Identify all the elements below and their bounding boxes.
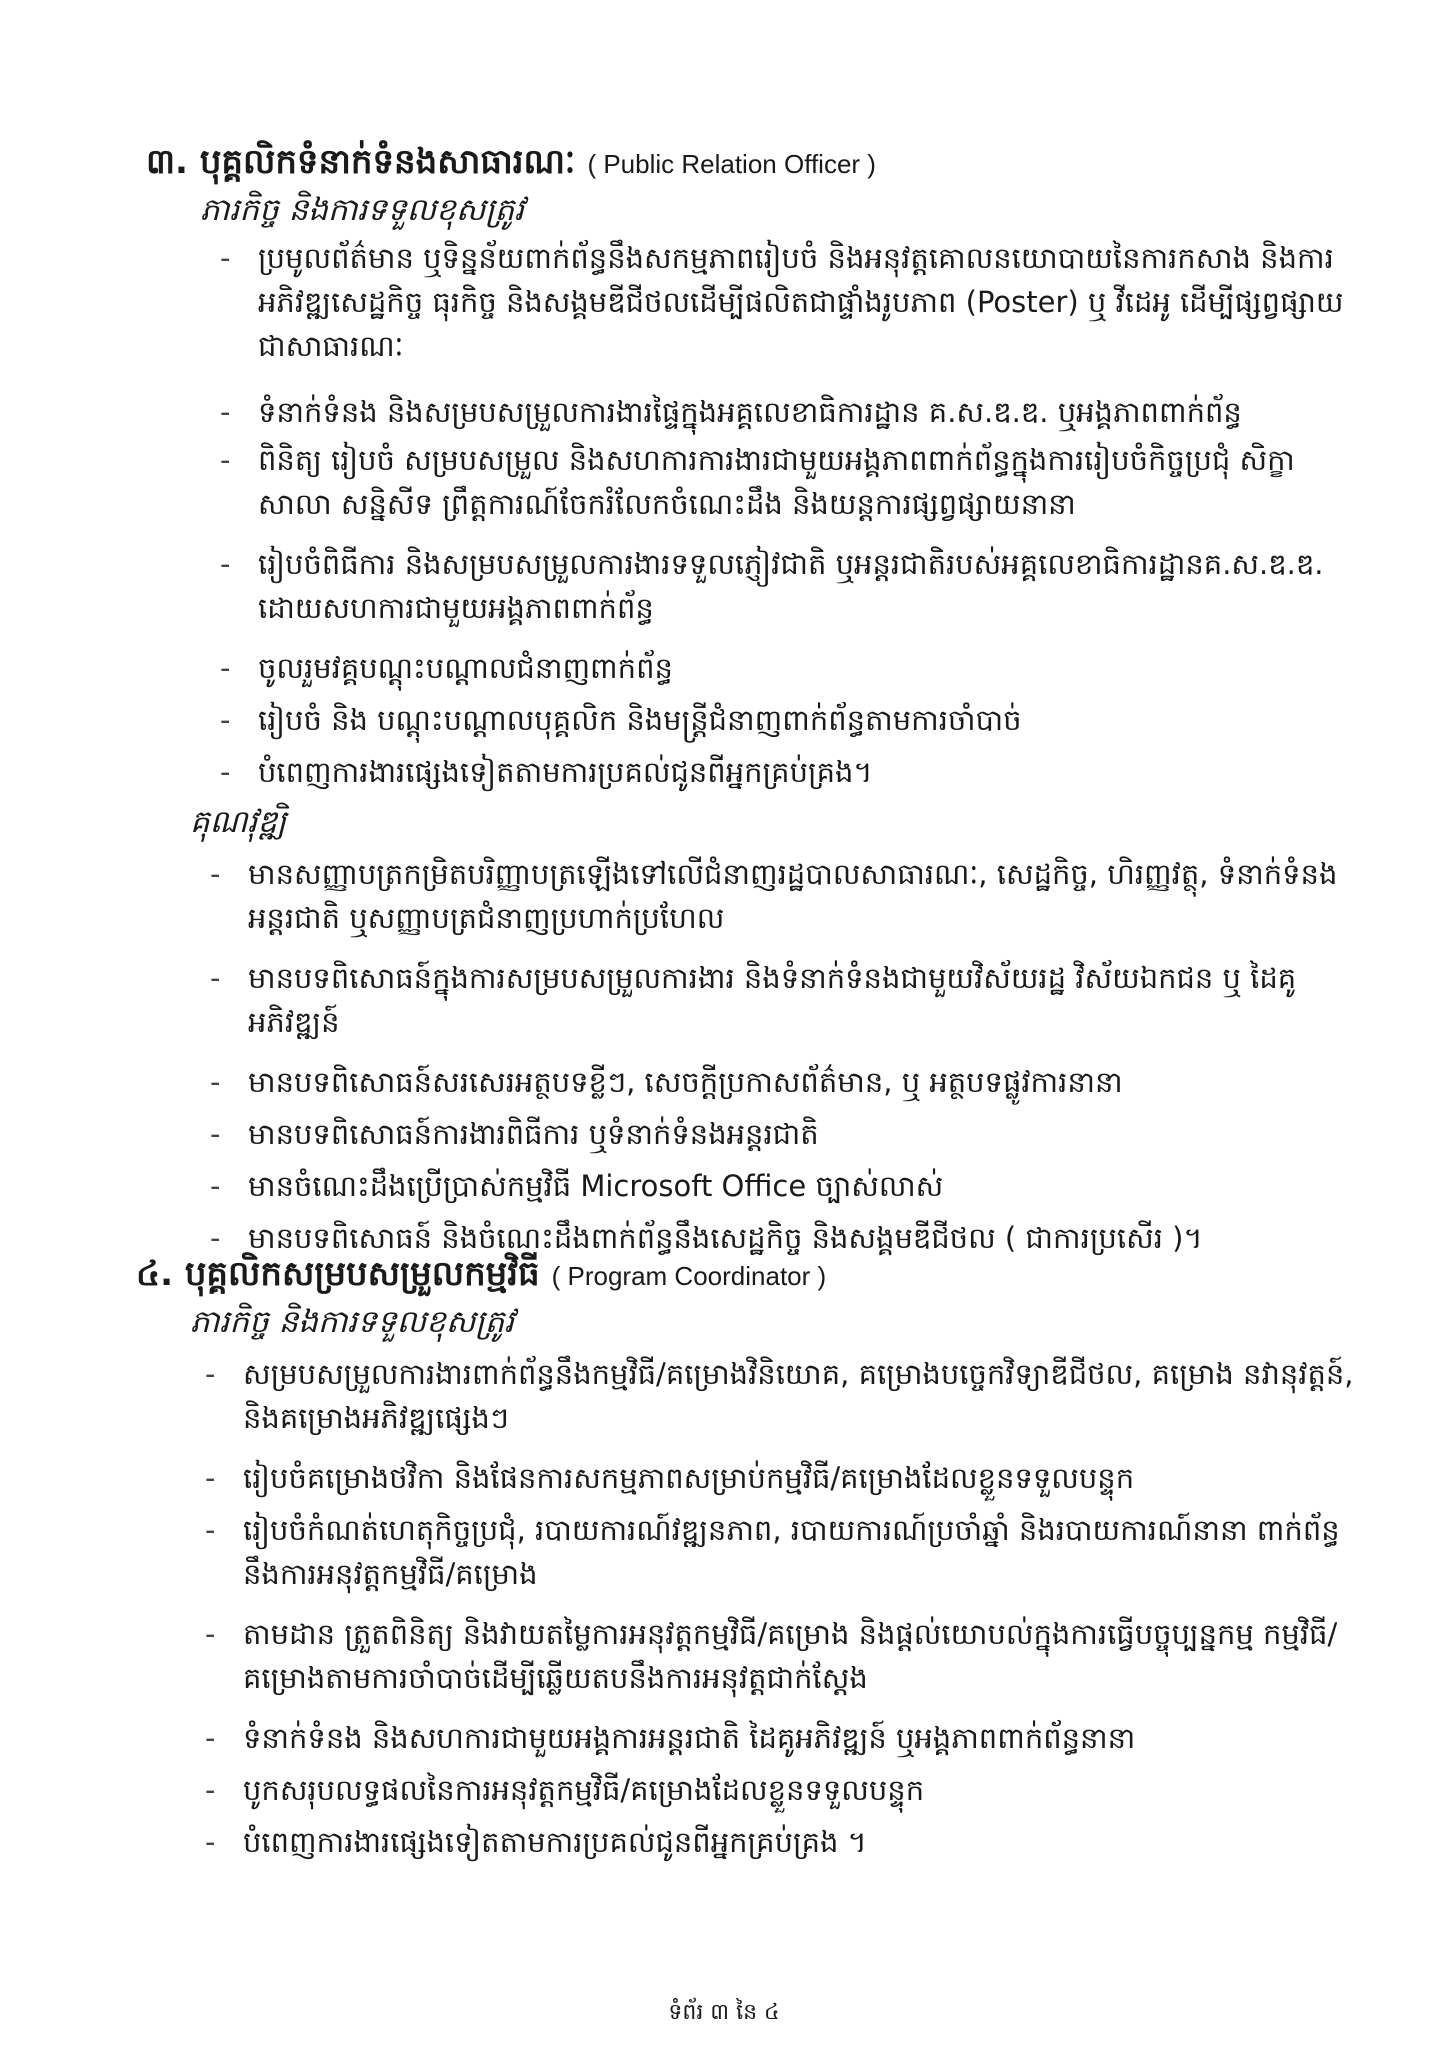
list-item-text: រៀបចំពិធីការ និងសម្របសម្រួលការងារទទួលភ្ញៀវជាតិ ឬអន្តរជាតិរបស់អគ្គលេខាធិការដ្ឋានគ.ស.ឌ.ឌ. ដោយសហការជាមួយអង្គភាពពាក់ព័ន្ធ (258, 547, 1324, 625)
list-item (205, 1352, 1368, 1440)
bullet-dash: - (205, 1461, 216, 1495)
list-item-text: បំពេញការងារផ្សេងទៀតតាមការប្រគល់ជូនពីអ្នកគ្រប់គ្រង។ (258, 755, 873, 789)
list-item (205, 1612, 1368, 1700)
subsection-duties-heading: ភារកិច្ច និងការទទួលខុសត្រូវ (200, 192, 525, 228)
bullet-dash: - (205, 1617, 216, 1651)
list-item (210, 1112, 1368, 1156)
bullet-dash: - (205, 1773, 216, 1807)
bullet-dash: - (220, 395, 231, 429)
bullet-dash: - (220, 443, 231, 477)
list-item-text: រៀបចំគម្រោងថវិកា និងផែនការសកម្មភាពសម្រាប់កម្មវិធី/គម្រោងដែលខ្លួនទទួលបន្ទុក (243, 1461, 1135, 1495)
bullet-dash: - (210, 1117, 221, 1151)
bullet-dash: - (220, 755, 231, 789)
bullet-dash: - (210, 961, 221, 995)
bullet-dash: - (220, 547, 231, 581)
list-item-text: តាមដាន ត្រួតពិនិត្យ និងវាយតម្លៃការអនុវត្តកម្មវិធី/គម្រោង និងផ្តល់យោបល់ក្នុងការធ្វើបច្ចុប្បន្នកម្ម កម្មវិធី/គម្រោងតាមការចាំបាច់ដើម្បីឆ្លើយតបនឹងការអនុវត្តជាក់ស្តែង (243, 1617, 1338, 1695)
list-item-text: រៀបចំ និង បណ្តុះបណ្តាលបុគ្គលិក និងមន្ត្រីជំនាញពាក់ព័ន្ធតាមការចាំបាច់ (258, 703, 1022, 737)
list-item-text: បំពេញការងារផ្សេងទៀតតាមការប្រគល់ជូនពីអ្នកគ្រប់គ្រង ។ (243, 1825, 867, 1859)
list-item-text: ពិនិត្យ រៀបចំ សម្របសម្រួល និងសហការការងារជាមួយអង្គភាពពាក់ព័ន្ធក្នុងការរៀបចំកិច្ចប្រជុំ សិក្ខាសាលា សន្និសីទ ព្រឹត្តការណ៍ចែករំលែកចំណេះដឹង និងយន្តការផ្សព្វផ្សាយនានា (258, 443, 1295, 521)
bullet-dash: - (220, 241, 231, 275)
list-item-text: សម្របសម្រួលការងារពាក់ព័ន្ធនឹងកម្មវិធី/គម្រោងវិនិយោគ, គម្រោងបច្ចេកវិទ្យាឌីជីថល, គម្រោង នវានុវត្តន៍, និងគម្រោងអភិវឌ្ឍផ្សេងៗ (243, 1357, 1354, 1435)
subsection-duties-heading: ភារកិច្ច និងការទទួលខុសត្រូវ (190, 1304, 515, 1340)
list-item-text: រៀបចំកំណត់ហេតុកិច្ចប្រជុំ, របាយការណ៍វឌ្ឍនភាព, របាយការណ៍ប្រចាំឆ្នាំ និងរបាយការណ៍នានា ពាក់ព័ន្ធនឹងការអនុវត្តកម្មវិធី/គម្រោង (243, 1513, 1340, 1591)
section-4-title (136, 1252, 826, 1298)
list-item (205, 1508, 1368, 1596)
section-title-en: ( Program Coordinator ) (551, 1261, 827, 1291)
section-number: ៣. (146, 142, 188, 182)
section-number: ៤. (136, 1254, 173, 1294)
list-item (210, 852, 1368, 940)
list-item-text: មានសញ្ញាបត្រកម្រិតបរិញ្ញាបត្រឡើងទៅលើជំនាញរដ្ឋបាលសាធារណៈ, សេដ្ឋកិច្ច, ហិរញ្ញវត្ថុ, ទំនាក់ទំនងអន្តរជាតិ ឬសញ្ញាបត្រជំនាញប្រហាក់ប្រហែល (248, 857, 1338, 935)
page-number-footer: ទំព័រ ៣ នៃ ៤ (668, 2000, 780, 2025)
list-item-text: មានបទពិសោធន៍សរសេរអត្ថបទខ្លីៗ, សេចក្តីប្រកាសព័ត៌មាន, ឬ អត្ថបទផ្លូវការនានា (248, 1065, 1123, 1099)
bullet-dash: - (205, 1825, 216, 1859)
list-item (220, 750, 1368, 794)
section-title-km: បុគ្គលិកទំនាក់ទំនងសាធារណៈ (199, 142, 576, 182)
list-item-text: មានបទពិសោធន៍ការងារពិធីការ ឬទំនាក់ទំនងអន្តរជាតិ (248, 1117, 819, 1151)
list-item (220, 646, 1368, 690)
section-title-en: ( Public Relation Officer ) (587, 149, 876, 179)
list-item (220, 236, 1368, 368)
list-item (220, 542, 1368, 630)
list-item (205, 1716, 1368, 1760)
list-item (205, 1768, 1368, 1812)
section-3-title (146, 140, 876, 186)
list-item-text: ទំនាក់ទំនង និងសម្របសម្រួលការងារផ្ទៃក្នុងអគ្គលេខាធិការដ្ឋាន គ.ស.ឌ.ឌ. ឬអង្គភាពពាក់ព័ន្ធ (258, 395, 1242, 429)
list-item-text: ចូលរួមវគ្គបណ្តុះបណ្តាលជំនាញពាក់ព័ន្ធ (258, 651, 673, 685)
section-title-km: បុគ្គលិកសម្របសម្រួលកម្មវិធី (184, 1254, 540, 1294)
list-item-text: មានចំណេះដឹងប្រើប្រាស់កម្មវិធី Microsoft Office ច្បាស់លាស់ (248, 1169, 944, 1203)
list-item (210, 1060, 1368, 1104)
subsection-qualifications-heading: គុណវុឌ្ឍិ (190, 804, 287, 840)
list-item (220, 698, 1368, 742)
list-item (205, 1820, 1368, 1864)
list-item-text: មានបទពិសោធន៍ និងចំណេះដឹងពាក់ព័ន្ធនឹងសេដ្ឋកិច្ច និងសង្គមឌីជីថល ( ជាការប្រសើរ )។ (248, 1221, 1203, 1255)
bullet-dash: - (210, 1065, 221, 1099)
list-item (205, 1456, 1368, 1500)
list-item-text: ប្រមូលព័ត៌មាន ឬទិន្នន័យពាក់ព័ន្ធនឹងសកម្មភាពរៀបចំ និងអនុវត្តគោលនយោបាយនៃការកសាង និងការអភិវឌ្ឍសេដ្ឋកិច្ច ធុរកិច្ច និងសង្គមឌីជីថលដើម្បីផលិតជាផ្ទាំងរូបភាព (Poster) ឬ វីដេអូ ដើម្បីផ្សព្វផ្សាយជាសាធារណៈ (258, 241, 1344, 363)
list-item (220, 390, 1368, 434)
bullet-dash: - (205, 1513, 216, 1547)
bullet-dash: - (210, 857, 221, 891)
bullet-dash: - (210, 1169, 221, 1203)
bullet-dash: - (205, 1721, 216, 1755)
bullet-dash: - (220, 703, 231, 737)
list-item-text: បូកសរុបលទ្ធផលនៃការអនុវត្តកម្មវិធី/គម្រោងដែលខ្លួនទទួលបន្ទុក (243, 1773, 925, 1807)
list-item-text: ទំនាក់ទំនង និងសហការជាមួយអង្គការអន្តរជាតិ ដៃគូអភិវឌ្ឍន៍ ឬអង្គភាពពាក់ព័ន្ធនានា (243, 1721, 1136, 1755)
list-item (210, 1164, 1368, 1208)
bullet-dash: - (220, 651, 231, 685)
bullet-dash: - (205, 1357, 216, 1391)
list-item-text: មានបទពិសោធន៍ក្នុងការសម្របសម្រួលការងារ និងទំនាក់ទំនងជាមួយវិស័យរដ្ឋ វិស័យឯកជន ឬ ដៃគូអភិវឌ្ឍន៍ (248, 961, 1297, 1039)
bullet-dash: - (210, 1221, 221, 1255)
list-item (220, 438, 1368, 526)
list-item (210, 956, 1368, 1044)
